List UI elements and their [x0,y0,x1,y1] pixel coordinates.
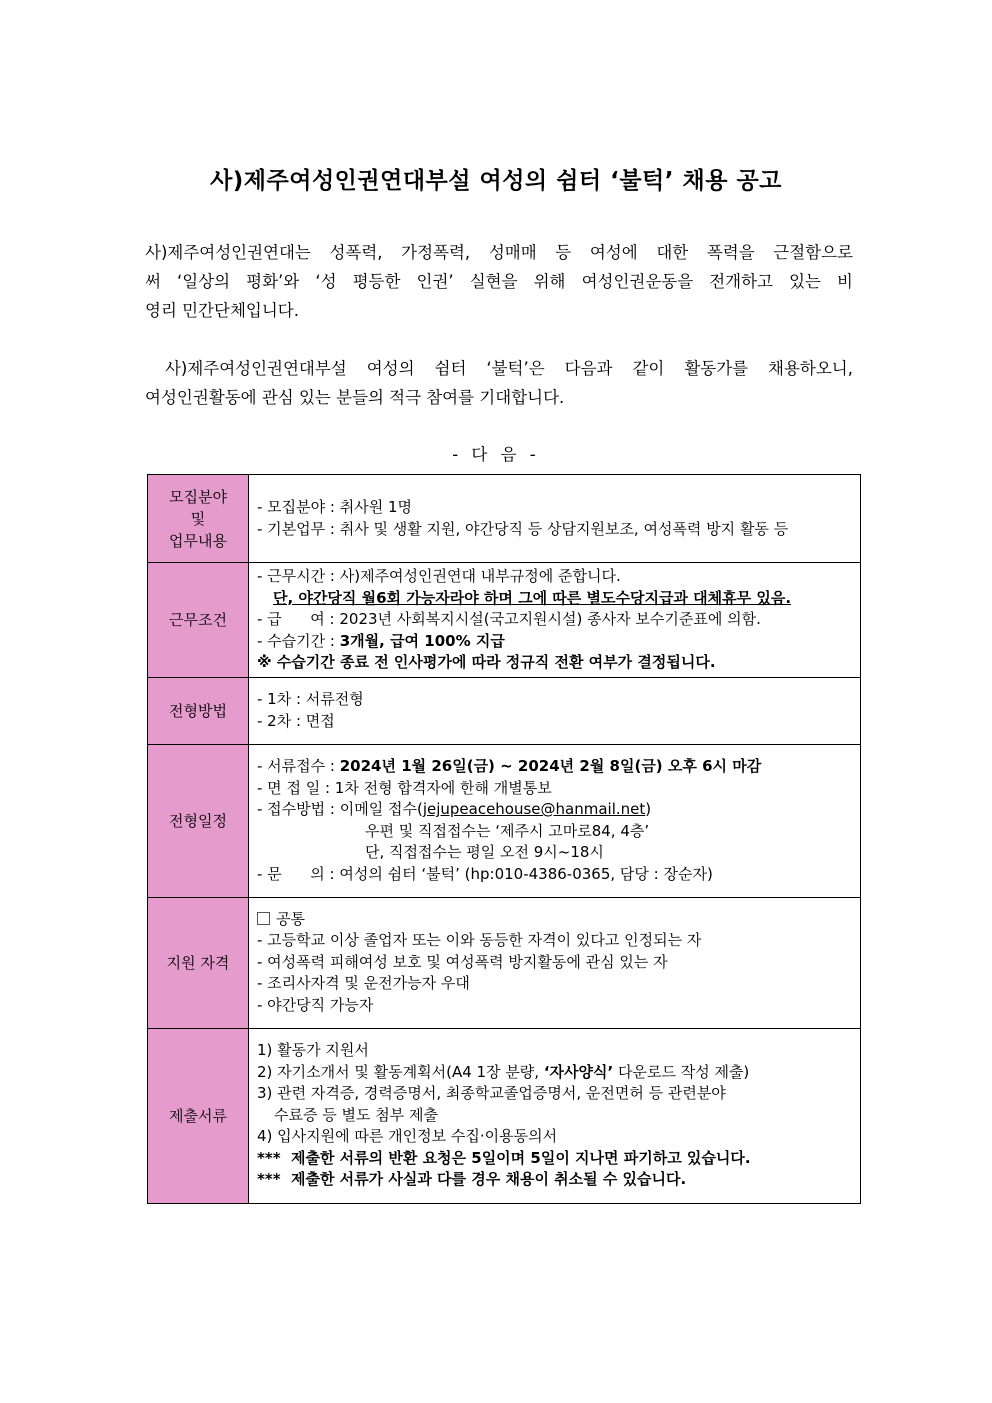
table-row [148,475,861,563]
body-text: 2) 자기소개서 및 활동계획서(A4 1장 분량, [257,1062,544,1081]
row-body-documents [249,1028,861,1203]
body-line [257,799,852,821]
body-line [257,756,852,778]
checkbox-icon [257,912,270,925]
row-body-schedule [249,744,861,897]
body-line: - 여성폭력 피해여성 보호 및 여성폭력 방지활동에 관심 있는 자 [257,952,668,971]
section-separator: - 다 음 - [452,445,540,464]
body-line: 단, 야간당직 월6회 가능자라야 하며 그에 따른 별도수당지급과 대체휴무 있음. [273,588,792,607]
header-line: 및 [190,509,206,528]
body-text: - 서류접수 : [257,757,340,775]
body-text-bold: ‘자사양식’ [543,1062,614,1081]
body-text: ) [645,800,652,818]
body-text-bold: 3개월, 급여 100% 지급 [339,631,505,650]
intro-line: 써 ‘일상의 평화’와 ‘성 평등한 인권’ 실현을 위해 여성인권운동을 전개하고 있는 비 [145,272,853,291]
body-line: 단, 직접접수는 평일 오전 9시~18시 [365,843,604,861]
intro-line: 사)제주여성인권연대는 성폭력, 가정폭력, 성매매 등 여성에 대한 폭력을 근절함으로 [145,243,853,262]
row-header-documents: 제출서류 [148,1028,249,1203]
body-line: - 야간당직 가능자 [257,995,374,1014]
body-line [257,1062,852,1084]
table-row [148,1028,861,1203]
body-text: 다운로드 작성 제출) [613,1062,750,1081]
body-text-bold: 2024년 1월 26일(금) ~ 2024년 2월 8일(금) 오후 6시 마감 [339,757,762,775]
row-header-conditions: 근무조건 [148,563,249,678]
body-text: - 접수방법 : 이메일 접수( [257,800,423,818]
body-line: - 고등학교 이상 졸업자 또는 이와 동등한 자격이 있다고 인정되는 자 [257,931,702,950]
row-body-qualification [249,897,861,1028]
body-line: 4) 입사지원에 따른 개인정보 수집·이용동의서 [257,1127,558,1146]
body-line: - 기본업무 : 취사 및 생활 지원, 야간당직 등 상담지원보조, 여성폭력 방지 활동 등 [257,519,789,538]
body-line: *** 제출한 서류의 반환 요청은 5일이며 5일이 지나면 파기하고 있습니다. [257,1148,751,1167]
row-header-method: 전형방법 [148,677,249,744]
header-line: 모집분야 [169,487,227,506]
intro-paragraph-2 [145,354,853,412]
table-row [148,563,861,678]
intro-line: 여성인권활동에 관심 있는 분들의 적극 참여를 기대합니다. [145,388,565,407]
body-line: - 조리사자격 및 운전가능자 우대 [257,974,470,993]
body-line: ※ 수습기간 종료 전 인사평가에 따라 정규직 전환 여부가 결정됩니다. [257,653,716,671]
row-header-qualification: 지원 자격 [148,897,249,1028]
page-title: 사)제주여성인권연대부설 여성의 쉼터 ‘불턱’ 채용 공고 [210,168,782,194]
body-line: - 근무시간 : 사)제주여성인권연대 내부규정에 준합니다. [257,567,621,585]
intro-line: 사)제주여성인권연대부설 여성의 쉼터 ‘불턱’은 다음과 같이 활동가를 채용하오니, [145,359,853,378]
body-line: 3) 관련 자격증, 경력증명서, 최종학교졸업증명서, 운전면허 등 관련분야 [257,1084,726,1103]
body-line: - 2차 : 면접 [257,711,335,730]
body-text: - 수습기간 : [257,631,340,650]
body-line: *** 제출한 서류가 사실과 다를 경우 채용이 취소될 수 있습니다. [257,1170,687,1189]
body-line: - 모집분야 : 취사원 1명 [257,498,413,516]
recruitment-table [147,474,861,1204]
row-body-method [249,677,861,744]
intro-line: 영리 민간단체입니다. [145,301,299,320]
row-body-conditions [249,563,861,678]
header-line: 업무내용 [169,531,227,550]
body-line: 1) 활동가 지원서 [257,1041,369,1060]
email-link[interactable]: jejupeacehouse@hanmail.net [422,800,646,818]
row-body-recruit [249,475,861,563]
body-line [257,909,852,931]
body-line [257,631,852,653]
row-header-schedule: 전형일정 [148,744,249,897]
row-header-recruit [148,475,249,563]
body-line: - 1차 : 서류전형 [257,690,364,708]
table-row [148,744,861,897]
body-line: - 문 의 : 여성의 쉼터 ‘불턱’ (hp:010-4386-0365, 담당 : 장순자) [257,864,713,883]
intro-paragraph-1 [145,238,853,325]
body-line: - 면 접 일 : 1차 전형 합격자에 한해 개별통보 [257,778,552,797]
body-line: - 급 여 : 2023년 사회복지시설(국고지원시설) 종사자 보수기준표에 의함. [257,610,761,628]
body-line: 우편 및 직접접수는 ‘제주시 고마로84, 4층’ [365,821,650,840]
body-line: 수료증 등 별도 첨부 제출 [274,1105,438,1124]
checkbox-label: 공통 [276,909,305,928]
table-row [148,897,861,1028]
table-row [148,677,861,744]
